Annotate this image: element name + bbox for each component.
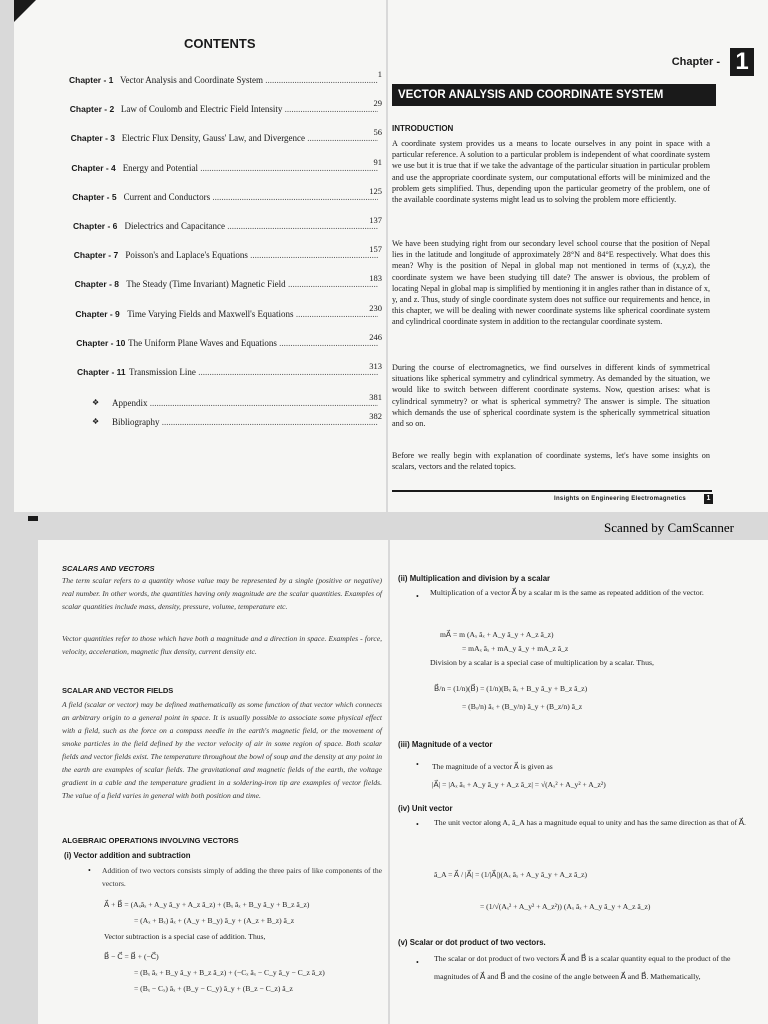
toc-chapter-title: Energy and Potential ..... [123, 163, 378, 173]
toc-row [14, 331, 386, 354]
equation: A⃗ + B⃗ = (Aₓâₓ + A_y â_y + A_z â_z) + (Bₓ âₓ + B_y â_y + B_z â_z) [104, 900, 310, 909]
toc-page-number: 246 [369, 331, 382, 342]
bullet: • [416, 820, 419, 829]
equation: = (1/√(Aₓ² + A_y² + A_z²)) (Aₓ âₓ + A_y â_y + A_z â_z) [480, 902, 651, 911]
equation: B⃗/n = (1/n)(B⃗) = (1/n)(Bₓ âₓ + B_y â_y + B_z â_z) [434, 684, 588, 693]
toc-chapter-label: Chapter - 10 [76, 337, 126, 348]
vectors-paragraph: Vector quantities refer to those which have both a magnitude and a direction in space. Examples - force, velocity, acceleration, magnetic flux density, current density etc. [62, 634, 382, 656]
toc-chapter-label: Chapter - 9 [75, 308, 120, 319]
page-corner-shadow [14, 0, 36, 22]
toc-extra-title: Bibliography ..... [112, 417, 378, 427]
bullet: • [88, 866, 91, 875]
toc-page-number: 183 [369, 273, 382, 284]
equation: = (Aₓ + Bₓ) âₓ + (A_y + B_y) â_y + (A_z + B_z) â_z [134, 916, 295, 925]
heading-magnitude: (iii) Magnitude of a vector [398, 740, 493, 749]
contents-title: CONTENTS [184, 36, 256, 51]
toc-page-number: 313 [369, 361, 382, 371]
toc-chapter-title: Dielectrics and Capacitance ..... [125, 221, 379, 231]
addition-paragraph: Addition of two vectors consists simply of adding the three pairs of like components of the vectors. [102, 866, 382, 888]
toc-row [14, 244, 386, 266]
intro-paragraph-2: We have been studying right from our secondary level school course that the position of Nepal lies in the latitude and longitude of approximately 28°N and 84°E respectively. What does this mean? Why is the position of Nepal in global map not mentioned in terms of (x,y,z), the coordinate system we have been studying till date? The answer is obvious, the problem of locating Nepal in global map is simplified by mentioning it in angles rather than in distance of x, y, and z. Thus, study of single coordinate system does not suffice our requirements and hence, in this chapter, we will be dealing with newer coordinate systems like spherical coordinate system and cylindrical coordinate system in addition to the rectangular coordinate system. [392, 239, 710, 327]
chapter-one-page [388, 0, 768, 512]
toc-page-number: 381 [369, 392, 382, 402]
toc-row [14, 69, 386, 91]
equation: = (Bₓ/n) âₓ + (B_y/n) â_y + (B_z/n) â_z [462, 702, 583, 711]
page-number-badge: 1 [704, 494, 713, 504]
equation: = (Bₓ âₓ + B_y â_y + B_z â_z) + (−Cₓ âₓ − C_y â_y − C_z â_z) [134, 968, 325, 977]
heading-addition: (i) Vector addition and subtraction [64, 851, 191, 860]
dot-product-paragraph: The scalar or dot product of two vectors A⃗ and B⃗ is a scalar quantity equal to the product of the magnitudes of A⃗ and B⃗ and the cosine of the angle between A⃗ and B⃗. Mathematically, [434, 954, 731, 981]
toc-row [14, 411, 386, 433]
toc-chapter-label: Chapter - 11 [77, 367, 126, 377]
contents-page [14, 0, 386, 512]
toc-row [14, 98, 386, 120]
bullet: • [416, 760, 419, 769]
toc-page-number: 1 [377, 69, 382, 79]
toc-chapter-title: Electric Flux Density, Gauss' Law, and Divergence ..... [122, 133, 378, 143]
toc-row [14, 392, 386, 414]
fields-paragraph: A field (scalar or vector) may be defined mathematically as some function of that vector which connects an arbitrary origin to a general point in space. It is usually possible to associate some physical effect with a field, such as the force on a compass needle in the earth's magnetic field, or the movement of smoke particles in the field defined by the vector velocity of air in some region of space. Both scalar fields and vector fields exist. The temperature throughout the bowl of soup and the density at any point in the earth are examples of scalar fields. The gravitational and magnetic fields of the earth, the voltage gradient in a cable and the temperature gradient in a soldering-iron tip are examples of vector fields. The value of a field varies in general with both position and time. [62, 700, 382, 800]
toc-page-number: 137 [369, 215, 382, 225]
toc-chapter-title: Current and Conductors ..... [124, 192, 378, 202]
toc-chapter-label: Chapter - 1 [69, 75, 114, 85]
intro-paragraph-3: During the course of electromagnetics, we find ourselves in different kinds of symmetrical situations like spherical symmetry and cylindrical symmetry. As demanded by the situation, we would like to switch between different coordinate systems. Now, question arises: what is cylindrical symmetry? or what is spherical symmetry? The answer is simple. The situation which demands the use of spherical coordinate system is the spherically symmetrical situation and so on. [392, 363, 710, 429]
bullet: • [416, 592, 419, 601]
subtraction-note: Vector subtraction is a special case of addition. Thus, [104, 932, 266, 941]
heading-algebraic-ops: ALGEBRAIC OPERATIONS INVOLVING VECTORS [62, 836, 239, 845]
running-footer: Insights on Engineering Electromagnetics [554, 496, 687, 502]
toc-row [14, 185, 386, 208]
heading-scalars-vectors: SCALARS AND VECTORS [62, 564, 155, 573]
scalars-paragraph: The term scalar refers to a quantity whose value may be represented by a single (positive or negative) real number. In other words, the quantities having only magnitude are the scalar quantities. Examples of scalar quantities include mass, density, pressure, volume, temperature etc. [62, 576, 382, 611]
toc-page-number: 91 [373, 156, 382, 167]
scan-mark [28, 516, 38, 521]
toc-row [14, 273, 386, 295]
toc-chapter-title: Law of Coulomb and Electric Field Intensity ..... [121, 104, 378, 114]
toc-row [14, 215, 386, 237]
toc-chapter-label: Chapter - 3 [70, 133, 115, 144]
equation: |A⃗| = |Aₓ âₓ + A_y â_y + A_z â_z| = √(Aₓ² + A_y² + A_z²) [432, 780, 606, 789]
toc-chapter-title: The Uniform Plane Waves and Equations ..... [128, 338, 378, 348]
equation: B⃗ − C⃗ = B⃗ + (−C⃗) [104, 952, 159, 961]
toc-bullet-icon: ❖ [92, 398, 100, 407]
magnitude-paragraph: The magnitude of a vector A⃗ is given as [432, 762, 553, 771]
footer-rule [392, 490, 712, 492]
toc-row [14, 156, 386, 179]
toc-chapter-label: Chapter - 2 [69, 104, 115, 115]
intro-heading: INTRODUCTION [392, 124, 454, 133]
heading-fields: SCALAR AND VECTOR FIELDS [62, 686, 174, 695]
intro-paragraph-1: A coordinate system provides us a means to locate ourselves in any point in space with a particular reference. A solution to a particular problem is independent of what coordinate system we use but it is true that if we take the advantage of the particular situation in particular problem and use the appropriate coordinate system, our computational efforts will be minimized and the problem gets simplified. Thus, depending upon the particular geometry of the problem, one of the available coordinate systems might lead us to solving the problem more efficiently. [392, 139, 710, 205]
equation: â_A = A⃗ / |A⃗| = (1/|A⃗|)(Aₓ âₓ + A_y â_y + A_z â_z) [434, 870, 588, 879]
toc-row [14, 361, 386, 383]
scalars-vectors-page [38, 540, 388, 1024]
toc-chapter-title: The Steady (Time Invariant) Magnetic Field ..... [126, 279, 378, 289]
scanner-watermark: Scanned by CamScanner [604, 520, 734, 535]
vector-operations-page [390, 540, 768, 1024]
toc-chapter-title: Poisson's and Laplace's Equations ..... [125, 250, 378, 260]
toc-chapter-label: Chapter - 6 [73, 221, 118, 231]
toc-page-number: 29 [373, 98, 382, 109]
equation: = mAₓ âₓ + mA_y â_y + mA_z â_z [462, 644, 569, 653]
toc-page-number: 125 [369, 185, 382, 196]
toc-row [14, 127, 386, 149]
toc-chapter-title: Vector Analysis and Coordinate System ..... [120, 75, 378, 85]
toc-chapter-label: Chapter - 8 [74, 279, 119, 290]
unit-vector-paragraph: The unit vector along A, â_A has a magnitude equal to unity and has the same direction as that of A⃗. [434, 818, 746, 827]
toc-page-number: 230 [369, 302, 382, 313]
toc-page-number: 56 [373, 127, 382, 138]
equation: = (Bₓ − Cₓ) âₓ + (B_y − C_y) â_y + (B_z − C_z) â_z [134, 984, 293, 993]
toc-page-number: 382 [369, 411, 382, 421]
chapter-label: Chapter - [671, 56, 720, 68]
chapter-number: 1 [730, 48, 754, 76]
chapter-title: VECTOR ANALYSIS AND COORDINATE SYSTEM [392, 84, 716, 106]
equation: mA⃗ = m (Aₓ âₓ + A_y â_y + A_z â_z) [440, 630, 554, 639]
toc-page-number: 157 [369, 244, 382, 255]
heading-unit-vector: (iv) Unit vector [398, 804, 453, 813]
toc-row [14, 302, 386, 325]
toc-chapter-label: Chapter - 5 [72, 191, 117, 202]
toc-extra-title: Appendix ..... [112, 398, 378, 408]
toc-chapter-label: Chapter - 4 [71, 162, 116, 173]
division-paragraph: Division by a scalar is a special case of multiplication by a scalar. Thus, [430, 658, 654, 667]
bullet: • [416, 958, 419, 967]
toc-chapter-title: Time Varying Fields and Maxwell's Equations ..... [127, 309, 378, 319]
toc-chapter-label: Chapter - 7 [73, 250, 119, 261]
heading-dot-product: (v) Scalar or dot product of two vectors. [398, 938, 546, 947]
heading-multiplication: (ii) Multiplication and division by a scalar [398, 574, 551, 583]
toc-bullet-icon: ❖ [92, 417, 100, 426]
intro-paragraph-4: Before we really begin with explanation of coordinate systems, let's have some insights on scalars, vectors and the related topics. [392, 451, 710, 472]
multiplication-paragraph: Multiplication of a vector A⃗ by a scalar m is the same as repeated addition of the vector. [430, 588, 704, 597]
toc-chapter-title: Transmission Line ..... [129, 367, 378, 377]
